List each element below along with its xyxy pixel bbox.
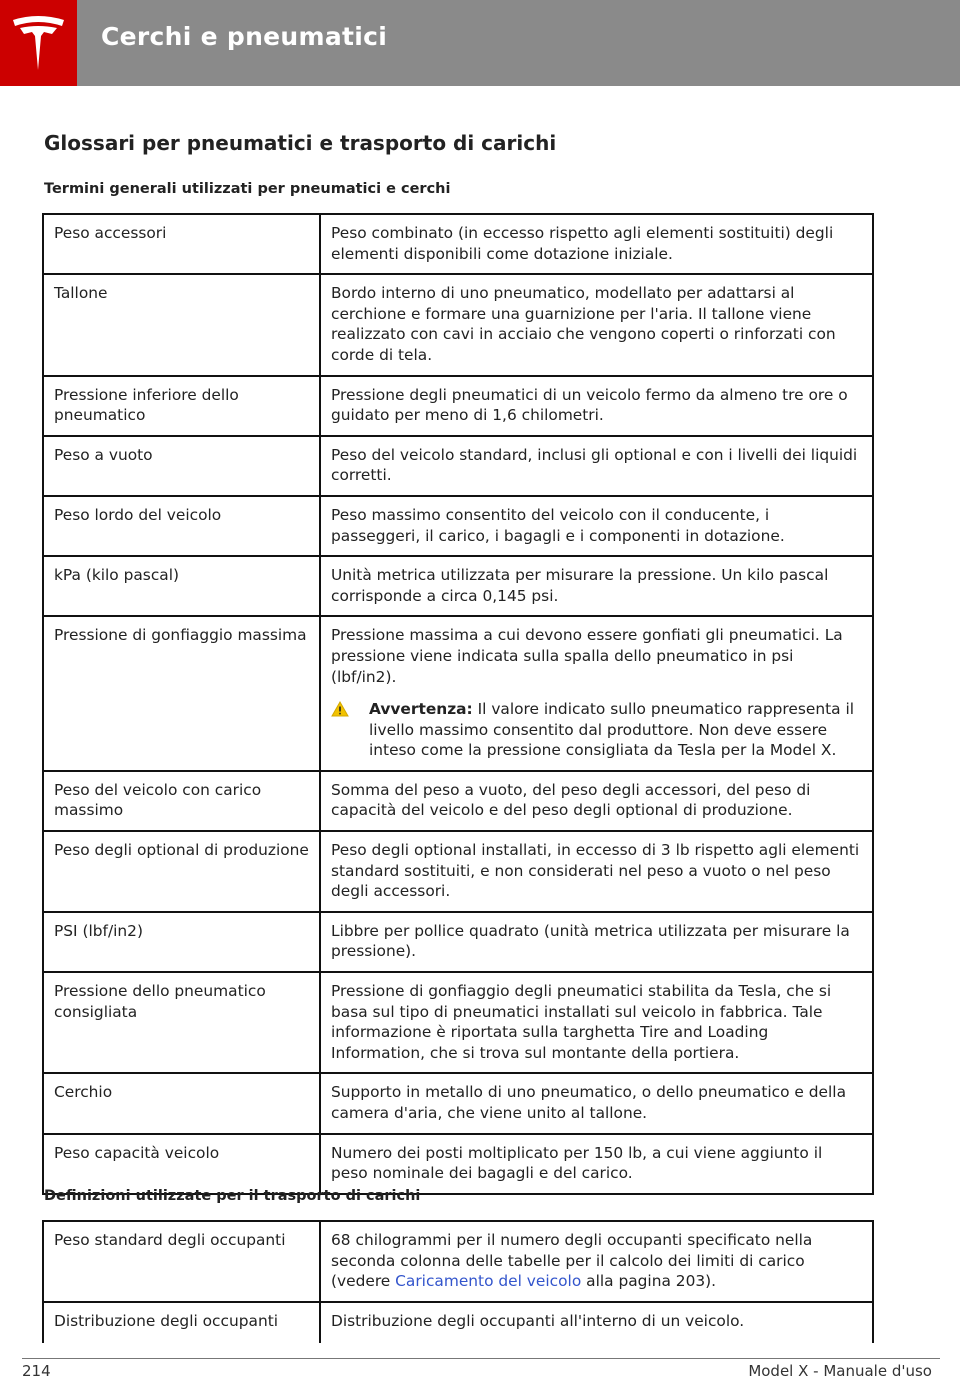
footer-divider [22, 1358, 940, 1359]
table-row [43, 771, 873, 831]
term-cell: Peso lordo del veicolo [43, 496, 320, 556]
table-row [43, 831, 873, 912]
definition-cell: Bordo interno di uno pneumatico, modellato per adattarsi al cerchione e formare una guarnizione per l'aria. Il tallone viene realizzato con cavi in acciaio che vengono coperti o rinforzati con corde di tela. [320, 274, 873, 375]
section-heading: Glossari per pneumatici e trasporto di carichi [44, 131, 557, 155]
page-title: Cerchi e pneumatici [101, 22, 388, 51]
table-row [43, 616, 873, 771]
table-row [43, 972, 873, 1073]
definition-cell: Numero dei posti moltiplicato per 150 lb, a cui viene aggiunto il peso nominale dei bagagli e del carico. [320, 1134, 873, 1194]
term-cell: Peso capacità veicolo [43, 1134, 320, 1194]
caricamento-veicolo-link[interactable]: Caricamento del veicolo [395, 1272, 582, 1291]
term-cell: Peso standard degli occupanti [43, 1221, 320, 1302]
definition-cell: Peso combinato (in eccesso rispetto agli elementi sostituiti) degli elementi disponibili come dotazione iniziale. [320, 214, 873, 274]
warning-text: Il valore indicato sullo pneumatico rappresenta il livello massimo consentito dal produttore. Non deve essere inteso come la pressione consigliata da Tesla per la Model X. [369, 700, 855, 760]
definition-cell: Distribuzione degli occupanti all'interno di un veicolo. [320, 1302, 873, 1344]
term-cell: Distribuzione degli occupanti [43, 1302, 320, 1344]
tesla-logo-icon [12, 14, 65, 72]
page-header [0, 0, 960, 86]
table-row [43, 912, 873, 972]
table-row [43, 1073, 873, 1133]
term-cell: Tallone [43, 274, 320, 375]
definition-text: 68 chilogrammi per il numero degli occupanti specificato nella seconda colonna delle tabelle per il calcolo dei limiti di carico (vedere [331, 1231, 813, 1291]
table-row [43, 1134, 873, 1194]
tire-terms-table [42, 213, 874, 1195]
definition-text: Pressione massima a cui devono essere gonfiati gli pneumatici. La pressione viene indicata sulla spalla dello pneumatico in psi (lbf/in2). [331, 626, 843, 686]
term-cell: PSI (lbf/in2) [43, 912, 320, 972]
load-definitions-table [42, 1220, 874, 1343]
table-row [43, 274, 873, 375]
footer-manual-title: Model X - Manuale d'uso [748, 1362, 932, 1380]
definition-cell [320, 616, 873, 771]
definition-cell: Peso degli optional installati, in eccesso di 3 lb rispetto agli elementi standard sostituiti, e non considerati nel peso a vuoto o nel peso degli accessori. [320, 831, 873, 912]
definition-cell: Somma del peso a vuoto, del peso degli accessori, del peso di capacità del veicolo e del peso degli optional di produzione. [320, 771, 873, 831]
table-row [43, 214, 873, 274]
term-cell: Peso accessori [43, 214, 320, 274]
tesla-logo [0, 0, 77, 86]
tire-terms-heading: Termini generali utilizzati per pneumatici e cerchi [44, 181, 451, 197]
table-row [43, 376, 873, 436]
definition-cell [320, 1221, 873, 1302]
definition-cell: Pressione degli pneumatici di un veicolo fermo da almeno tre ore o guidato per meno di 1,6 chilometri. [320, 376, 873, 436]
table-row [43, 556, 873, 616]
term-cell: kPa (kilo pascal) [43, 556, 320, 616]
term-cell: Pressione dello pneumatico consigliata [43, 972, 320, 1073]
definition-cell: Peso del veicolo standard, inclusi gli optional e con i livelli dei liquidi corretti. [320, 436, 873, 496]
definition-cell: Supporto in metallo di uno pneumatico, o dello pneumatico e della camera d'aria, che viene unito al tallone. [320, 1073, 873, 1133]
term-cell: Peso a vuoto [43, 436, 320, 496]
term-cell: Pressione di gonfiaggio massima [43, 616, 320, 771]
table-row [43, 496, 873, 556]
term-cell: Cerchio [43, 1073, 320, 1133]
term-cell: Peso degli optional di produzione [43, 831, 320, 912]
term-cell: Peso del veicolo con carico massimo [43, 771, 320, 831]
definition-text-end: alla pagina 203). [581, 1272, 717, 1291]
definition-cell: Peso massimo consentito del veicolo con il conducente, i passeggeri, il carico, i bagagli e i componenti in dotazione. [320, 496, 873, 556]
term-cell: Pressione inferiore dello pneumatico [43, 376, 320, 436]
table-row [43, 436, 873, 496]
warning-icon [331, 699, 369, 761]
table-row [43, 1302, 873, 1344]
table-row [43, 1221, 873, 1302]
definition-cell: Libbre per pollice quadrato (unità metrica utilizzata per misurare la pressione). [320, 912, 873, 972]
definition-cell: Unità metrica utilizzata per misurare la pressione. Un kilo pascal corrisponde a circa 0,145 psi. [320, 556, 873, 616]
warning-note [331, 699, 862, 761]
warning-label: Avvertenza: [369, 700, 473, 719]
load-definitions-heading: Definizioni utilizzate per il trasporto di carichi [44, 1188, 421, 1204]
page-number: 214 [22, 1362, 51, 1380]
definition-cell: Pressione di gonfiaggio degli pneumatici stabilita da Tesla, che si basa sul tipo di pneumatici installati sul veicolo in fabbrica. Tale informazione è riportata sulla targhetta Tire and Loading Information, che si trova sul montante della portiera. [320, 972, 873, 1073]
